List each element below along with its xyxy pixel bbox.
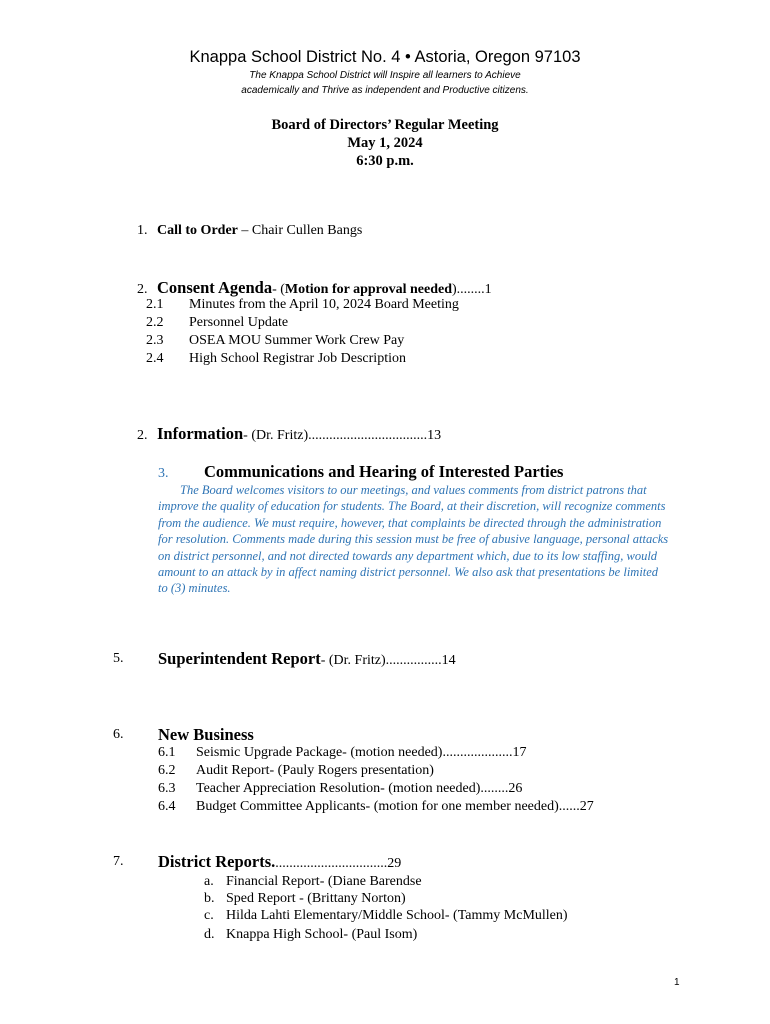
item-title: Call to Order <box>157 223 238 238</box>
policy-line: The Board welcomes visitors to our meetings, and values comments from district patrons that <box>180 483 647 497</box>
sub-number: d. <box>204 927 215 942</box>
sub-text: Knappa High School- (Paul Isom) <box>226 927 418 942</box>
sub-number: 2.2 <box>146 315 164 330</box>
sub-text: OSEA MOU Summer Work Crew Pay <box>189 333 405 348</box>
item-number: 2. <box>137 282 148 297</box>
sub-number: c. <box>204 908 214 923</box>
sub-number: b. <box>204 891 215 906</box>
agenda-item-district-reports <box>113 852 402 871</box>
item-title: Consent Agenda <box>157 278 273 297</box>
sub-number: 6.4 <box>158 799 176 814</box>
list-item <box>204 927 418 943</box>
communications-policy-text <box>158 482 730 597</box>
district-header: Knappa School District No. 4 • Astoria, Oregon 97103 <box>189 48 581 66</box>
sub-text: Budget Committee Applicants- (motion for one member needed)......27 <box>196 799 594 814</box>
list-item <box>146 351 406 367</box>
list-item <box>146 333 405 349</box>
list-item <box>158 745 527 761</box>
sub-text: Hilda Lahti Elementary/Middle School- (Tammy McMullen) <box>226 908 568 923</box>
sub-text: Teacher Appreciation Resolution- (motion needed)........26 <box>196 781 523 796</box>
item-number: 6. <box>113 727 124 742</box>
list-item <box>146 315 289 331</box>
agenda-item-information <box>137 424 441 444</box>
item-number: 3. <box>158 466 169 481</box>
policy-line: to (3) minutes. <box>158 581 231 596</box>
sub-number: 6.1 <box>158 745 176 760</box>
item-heading <box>158 852 401 872</box>
list-item <box>158 781 523 797</box>
list-item <box>204 908 568 924</box>
item-detail: - (Dr. Fritz)................14 <box>320 653 456 668</box>
sub-text: Seismic Upgrade Package- (motion needed)....................17 <box>196 745 527 760</box>
sub-text: High School Registrar Job Description <box>189 351 406 366</box>
mission-line-1: The Knappa School District will Inspire all learners to Achieve <box>249 70 521 81</box>
sub-number: a. <box>204 874 214 889</box>
item-detail: – Chair Cullen Bangs <box>237 223 363 238</box>
sub-text: Sped Report - (Brittany Norton) <box>226 891 406 906</box>
sub-number: 2.1 <box>146 297 164 312</box>
list-item <box>158 799 594 815</box>
meeting-date: May 1, 2024 <box>347 135 423 151</box>
sub-number: 2.4 <box>146 351 164 366</box>
list-item <box>204 891 406 907</box>
item-title: Information <box>157 424 244 443</box>
item-motion: Motion for approval needed <box>284 282 453 297</box>
sub-number: 6.3 <box>158 781 176 796</box>
agenda-item-consent <box>137 278 492 298</box>
item-number: 1. <box>137 223 148 238</box>
item-number: 7. <box>113 854 124 869</box>
meeting-time: 6:30 p.m. <box>356 153 414 169</box>
policy-line: amount to an attack by in affect naming district personnel. We also ask that presentations be limited <box>158 565 659 580</box>
sub-number: 6.2 <box>158 763 176 778</box>
item-dash: - ( <box>272 282 285 297</box>
item-title: Superintendent Report <box>158 649 321 668</box>
policy-line: on district personnel, and not directed towards any department which, due to its low staffing, would <box>158 548 658 563</box>
sub-number: 2.3 <box>146 333 164 348</box>
list-item <box>158 763 434 779</box>
sub-text: Minutes from the April 10, 2024 Board Meeting <box>189 297 459 312</box>
list-item <box>146 297 459 313</box>
sub-text: Personnel Update <box>189 315 289 330</box>
item-number: 2. <box>137 428 148 443</box>
item-title: New Business <box>158 725 254 744</box>
meeting-title: Board of Directors’ Regular Meeting <box>271 117 499 133</box>
list-item <box>204 874 422 890</box>
agenda-item-superintendent <box>113 649 456 668</box>
item-detail: ................................29 <box>275 856 402 871</box>
item-title: Communications and Hearing of Interested Parties <box>204 462 564 481</box>
policy-line: for resolution. Comments made during this session must be free of abusive language, personal attacks <box>158 532 669 547</box>
item-title: District Reports. <box>158 852 276 871</box>
agenda-item-call-to-order <box>137 223 362 239</box>
sub-text: Financial Report- (Diane Barendse <box>226 874 422 889</box>
page-number: 1 <box>674 977 680 988</box>
policy-line: from the audience. We must require, however, that complaints be directed through the administration <box>158 515 662 530</box>
item-detail: - (Dr. Fritz)..................................13 <box>243 428 442 443</box>
item-number: 5. <box>113 651 124 666</box>
policy-line: improve the quality of education for students. The Board, at their discretion, will recognize comments <box>158 499 666 514</box>
sub-text: Audit Report- (Pauly Rogers presentation) <box>196 763 434 778</box>
agenda-item-communications <box>158 462 564 482</box>
item-heading <box>158 649 456 669</box>
item-page: )........1 <box>452 282 492 297</box>
agenda-item-new-business <box>113 725 254 744</box>
mission-line-2: academically and Thrive as independent and Productive citizens. <box>241 85 529 96</box>
